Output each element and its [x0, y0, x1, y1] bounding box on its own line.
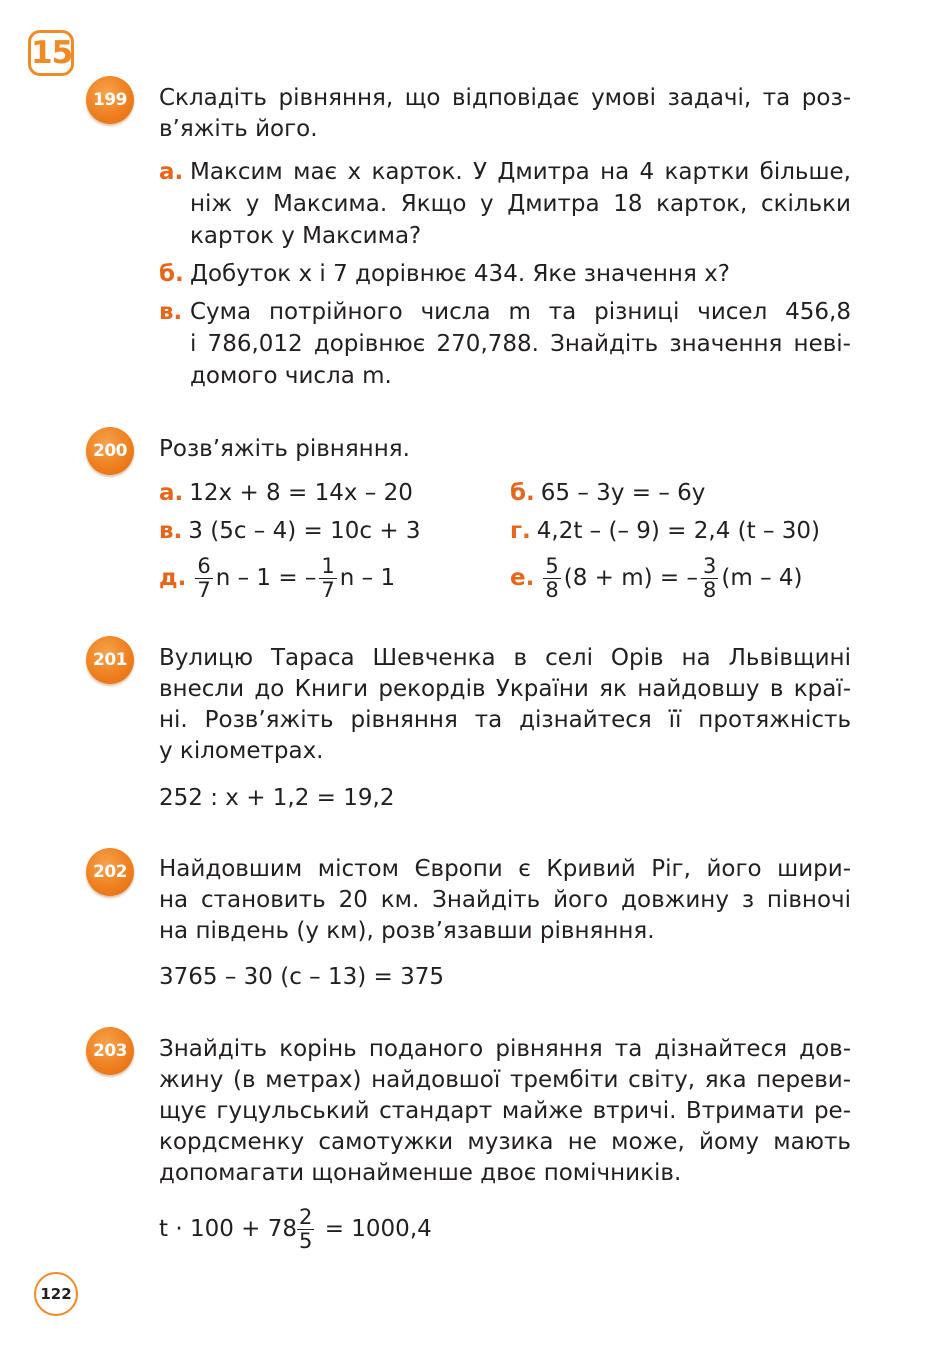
task-number-badge: 203 — [86, 1027, 134, 1075]
equation: 252 : x + 1,2 = 19,2 — [159, 785, 395, 811]
text-line: ніж у Максима. Якщо у Дмитра 18 карток, скільки — [190, 191, 851, 217]
equation: 3765 – 30 (c – 13) = 375 — [159, 964, 445, 990]
text-line: допомагати щонайменше двоє помічників. — [159, 1160, 682, 1186]
equation-expression: (8 + m) = – — [563, 565, 698, 591]
text-line: на південь (у км), розв’язавши рівняння. — [159, 918, 655, 944]
equation-d — [159, 556, 395, 601]
task-text — [159, 83, 851, 145]
text-line: внесли до Книги рекордів України як найдовшу в краї- — [159, 676, 851, 702]
fraction: $\frac{3}{8}$ — [703, 554, 717, 602]
subtask-letter: е. — [510, 565, 535, 591]
text-line: Знайдіть корінь поданого рівняння та дізнайтеся дов- — [159, 1036, 851, 1062]
text-line: ні. Розв’яжіть рівняння та дізнайтеся її протяжність — [159, 707, 851, 733]
equation-expression: 65 – 3y = – 6y — [540, 480, 706, 506]
subtask-letter: а. — [159, 159, 184, 185]
equation-v — [159, 515, 421, 547]
text-line: Вулицю Тараса Шевченка в селі Орів на Львівщині — [159, 645, 851, 671]
subtask-v — [159, 296, 851, 392]
text-line: і 786,012 дорівнює 270,788. Знайдіть значення неві- — [190, 331, 851, 357]
text-line: в’яжіть його. — [159, 116, 318, 142]
equation-expression: = 1000,4 — [324, 1216, 432, 1242]
task-text — [159, 434, 851, 465]
equation-expression: 4,2t – (– 9) = 2,4 (t – 30) — [536, 518, 821, 544]
text-line: у кілометрах. — [159, 738, 324, 764]
text-line: Найдовшим містом Європи є Кривий Ріг, його шири- — [159, 856, 851, 882]
task-text — [159, 854, 851, 947]
equation-expression: 3 (5c – 4) = 10c + 3 — [188, 518, 421, 544]
equation-e — [510, 556, 802, 601]
fraction: $\frac{5}{8}$ — [545, 554, 559, 602]
text-line: на становить 20 км. Знайдіть його довжину з півночі — [159, 887, 851, 913]
subtask-a — [159, 156, 851, 252]
task-text — [159, 1034, 851, 1189]
page-number: 122 — [34, 1272, 78, 1316]
equation-g — [510, 515, 820, 547]
subtask-b — [159, 258, 851, 290]
equation-expression: n – 1 = – — [215, 565, 317, 591]
equation — [159, 1207, 432, 1252]
text-line: щує гуцульський стандарт майже втричі. Втримати ре- — [159, 1098, 851, 1124]
text-line: Максим має x карток. У Дмитра на 4 картки більше, — [190, 159, 851, 185]
fraction: $\frac{6}{7}$ — [197, 554, 211, 602]
text-line: Сума потрійного числа m та різниці чисел 456,8 — [190, 299, 851, 325]
text-line: карток у Максима? — [190, 223, 422, 249]
task-number-badge: 201 — [86, 636, 134, 684]
subtask-letter: б. — [510, 480, 535, 506]
fraction: $\frac{2}{5}$ — [299, 1205, 313, 1253]
task-number-badge: 199 — [86, 76, 134, 124]
section-number-badge: 15 — [28, 30, 74, 76]
text-line: Добуток x і 7 дорівнює 434. Яке значення x? — [190, 261, 730, 287]
text-line: кордсменку самотужки музика не може, йому мають — [159, 1129, 851, 1155]
subtask-letter: а. — [159, 480, 184, 506]
text-line: домого числа m. — [190, 363, 392, 389]
equation-expression: 12x + 8 = 14x – 20 — [189, 480, 413, 506]
subtask-letter: г. — [510, 518, 531, 544]
text-line: жину (в метрах) найдовшої трембіти світу, яка переви- — [159, 1067, 851, 1093]
subtask-letter: в. — [159, 518, 183, 544]
equation-a — [159, 477, 413, 509]
fraction: $\frac{1}{7}$ — [321, 554, 335, 602]
subtask-letter: б. — [159, 261, 184, 287]
task-text — [159, 643, 851, 767]
equation-expression: t · 100 + 78 — [159, 1216, 298, 1242]
task-number-badge: 202 — [86, 848, 134, 896]
text-line: Розв’яжіть рівняння. — [159, 436, 410, 462]
text-line: Складіть рівняння, що відповідає умові задачі, та роз- — [159, 85, 851, 111]
equation-expression: n – 1 — [339, 565, 396, 591]
equation-b — [510, 477, 705, 509]
subtask-letter: в. — [159, 299, 183, 325]
equation-expression: (m – 4) — [721, 565, 803, 591]
subtask-letter: д. — [159, 565, 187, 591]
task-number-badge: 200 — [86, 427, 134, 475]
